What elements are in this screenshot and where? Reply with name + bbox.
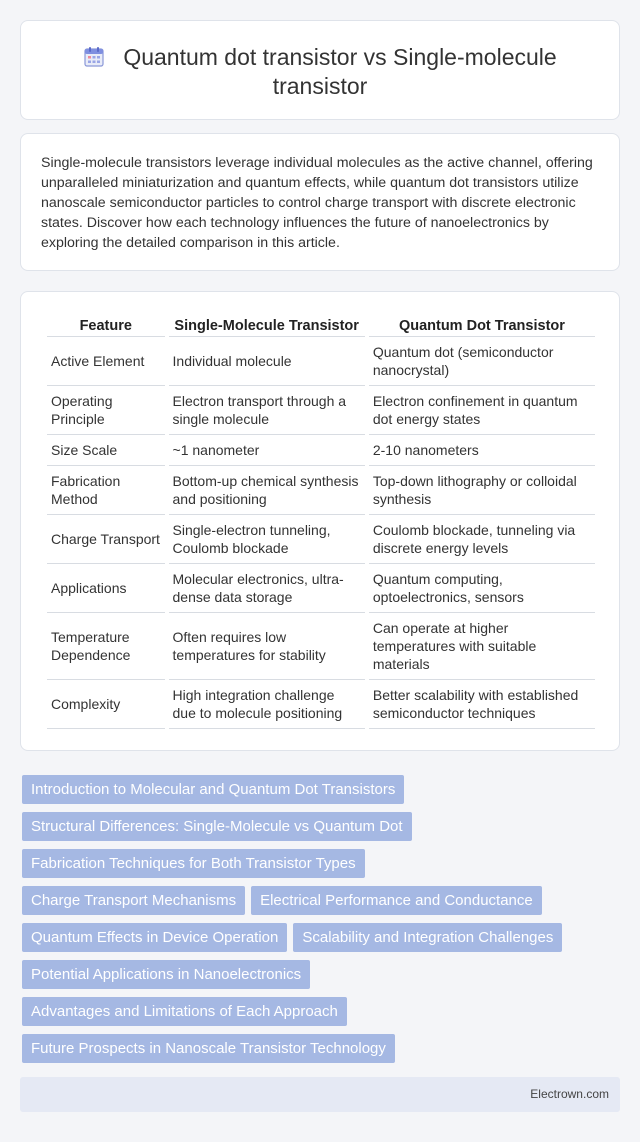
footer: [20, 1077, 620, 1112]
title-card: [20, 20, 620, 120]
table-header-feature: Feature: [47, 314, 165, 337]
table-cell: Charge Transport: [47, 515, 165, 564]
table-header-quantum-dot: Quantum Dot Transistor: [369, 314, 595, 337]
table-cell: Fabrication Method: [47, 466, 165, 515]
comparison-table: [43, 314, 599, 729]
summary-paragraph: Single-molecule transistors leverage individual molecules as the active channel, offering unparalleled miniaturization and quantum effects, while quantum dot transistors utilize nanoscale semiconductor particles to control charge transport with discrete electronic states. Discover how each technology influences the future of nanoelectronics by exploring the detailed comparison in this article.: [41, 155, 593, 251]
tag-link[interactable]: Scalability and Integration Challenges: [293, 923, 562, 952]
table-row: [47, 435, 595, 466]
table-cell: Temperature Dependence: [47, 613, 165, 680]
tag-link[interactable]: Charge Transport Mechanisms: [22, 886, 245, 915]
table-row: [47, 386, 595, 435]
footer-site-link[interactable]: Electrown.com: [530, 1087, 609, 1101]
tag-link[interactable]: Quantum Effects in Device Operation: [22, 923, 287, 952]
table-cell: Quantum computing, optoelectronics, sensors: [369, 564, 595, 613]
table-cell: Single-electron tunneling, Coulomb blockade: [169, 515, 365, 564]
table-header-single-molecule: Single-Molecule Transistor: [169, 314, 365, 337]
calendar-icon: [83, 46, 105, 68]
table-row: [47, 337, 595, 386]
tag-link[interactable]: Introduction to Molecular and Quantum Dot Transistors: [22, 775, 404, 804]
table-cell: Molecular electronics, ultra-dense data storage: [169, 564, 365, 613]
table-cell: Individual molecule: [169, 337, 365, 386]
table-cell: Bottom-up chemical synthesis and positioning: [169, 466, 365, 515]
page-title-text: Quantum dot transistor vs Single-molecule transistor: [123, 44, 557, 99]
page-title: [61, 43, 579, 101]
tag-link[interactable]: Advantages and Limitations of Each Approach: [22, 997, 347, 1026]
table-cell: Better scalability with established semiconductor techniques: [369, 680, 595, 729]
table-cell: Active Element: [47, 337, 165, 386]
table-cell: Often requires low temperatures for stability: [169, 613, 365, 680]
topic-tags: [22, 775, 618, 1071]
table-cell: ~1 nanometer: [169, 435, 365, 466]
table-row: [47, 515, 595, 564]
table-cell: High integration challenge due to molecule positioning: [169, 680, 365, 729]
table-row: [47, 680, 595, 729]
table-cell: Electron transport through a single molecule: [169, 386, 365, 435]
table-cell: Operating Principle: [47, 386, 165, 435]
table-cell: Quantum dot (semiconductor nanocrystal): [369, 337, 595, 386]
table-cell: Coulomb blockade, tunneling via discrete energy levels: [369, 515, 595, 564]
tag-link[interactable]: Fabrication Techniques for Both Transistor Types: [22, 849, 365, 878]
summary-card: [20, 133, 620, 271]
table-row: [47, 613, 595, 680]
table-cell: Can operate at higher temperatures with suitable materials: [369, 613, 595, 680]
tag-link[interactable]: Structural Differences: Single-Molecule vs Quantum Dot: [22, 812, 412, 841]
table-cell: Top-down lithography or colloidal synthesis: [369, 466, 595, 515]
table-cell: Complexity: [47, 680, 165, 729]
comparison-card: [20, 291, 620, 751]
table-cell: 2-10 nanometers: [369, 435, 595, 466]
tag-link[interactable]: Potential Applications in Nanoelectronics: [22, 960, 310, 989]
table-cell: Applications: [47, 564, 165, 613]
table-row: [47, 466, 595, 515]
table-cell: Size Scale: [47, 435, 165, 466]
tag-link[interactable]: Future Prospects in Nanoscale Transistor Technology: [22, 1034, 395, 1063]
table-cell: Electron confinement in quantum dot energy states: [369, 386, 595, 435]
tag-link[interactable]: Electrical Performance and Conductance: [251, 886, 542, 915]
table-row: [47, 564, 595, 613]
table-header-row: [47, 314, 595, 337]
